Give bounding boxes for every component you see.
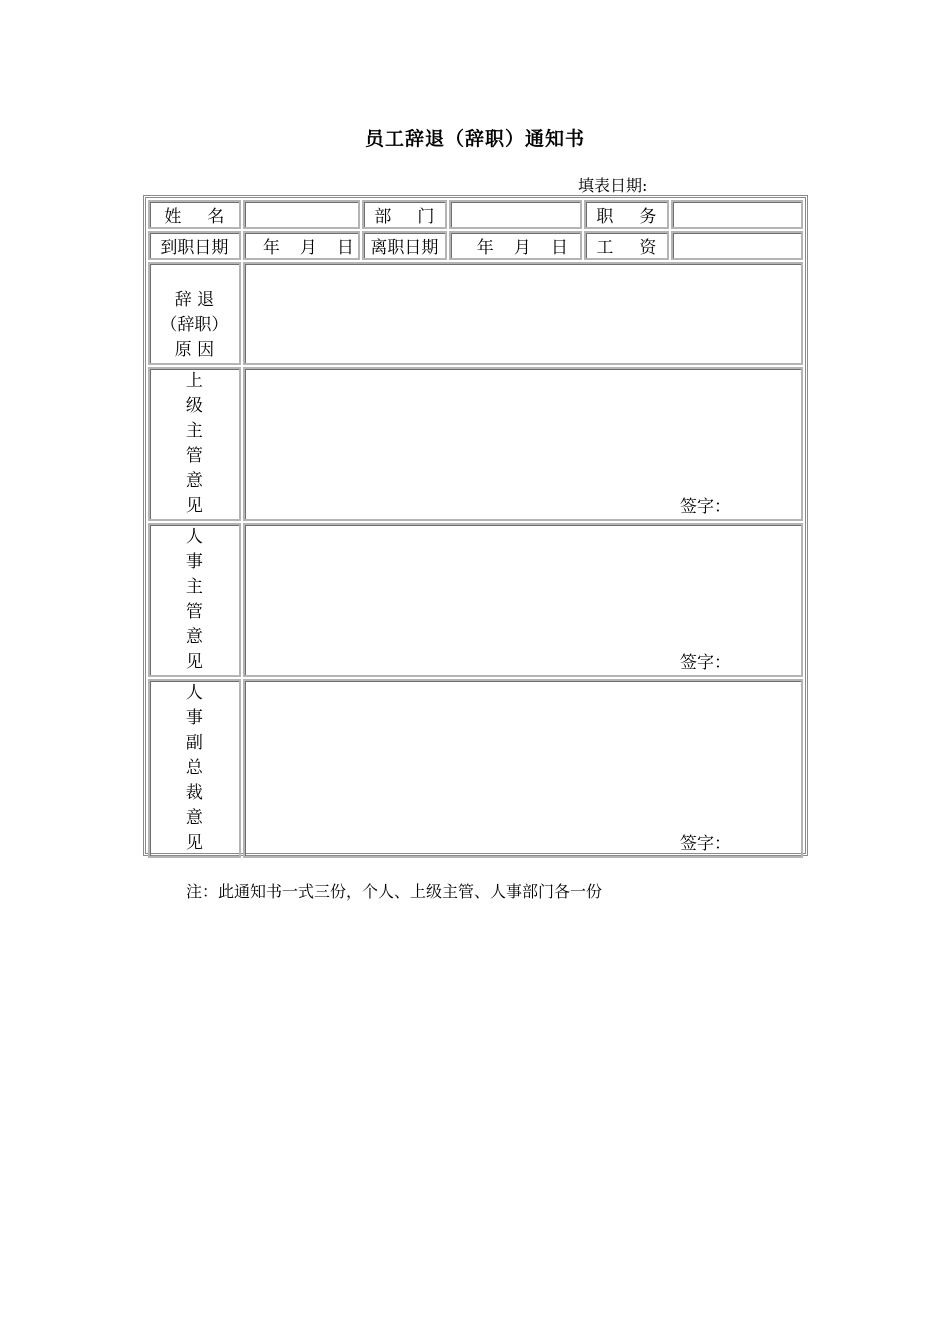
notice-form [143, 195, 808, 856]
hr-vp-opinion-cell[interactable] [243, 679, 803, 858]
position-label: 职 务 [584, 200, 669, 229]
supervisor-opinion-label: 上 级 主 管 意 见 [148, 367, 241, 521]
position-input-cell[interactable] [671, 200, 803, 229]
join-date-input-cell[interactable]: 年 月 日 [243, 231, 360, 260]
name-input-cell[interactable] [243, 200, 360, 229]
hr-supervisor-opinion-cell[interactable] [243, 523, 803, 677]
salary-label: 工 资 [584, 231, 669, 260]
signature-label: 签字： [680, 497, 731, 517]
name-label: 姓 名 [148, 200, 241, 229]
reason-input-cell[interactable] [243, 262, 803, 365]
page-title: 员工辞退（辞职）通知书 [364, 128, 585, 150]
hr-vp-opinion-label: 人 事 副 总 裁 意 见 [148, 679, 241, 858]
department-label: 部 门 [362, 200, 447, 229]
fill-date-blank[interactable] [649, 179, 779, 196]
hr-supervisor-opinion-label: 人 事 主 管 意 见 [148, 523, 241, 677]
join-date-label: 到职日期 [148, 231, 241, 260]
fill-date-label: 填表日期: [578, 176, 648, 195]
reason-label: 辞 退 （辞职） 原 因 [148, 262, 241, 365]
signature-label: 签字： [680, 653, 731, 673]
supervisor-opinion-cell[interactable] [243, 367, 803, 521]
footnote: 注：此通知书一式三份，个人、上级主管、人事部门各一份 [186, 882, 603, 901]
fill-date-field[interactable] [578, 173, 779, 196]
salary-input-cell[interactable] [671, 231, 803, 260]
leave-date-input-cell[interactable]: 年 月 日 [449, 231, 582, 260]
department-input-cell[interactable] [449, 200, 582, 229]
signature-label: 签字： [680, 834, 731, 854]
leave-date-label: 离职日期 [362, 231, 447, 260]
